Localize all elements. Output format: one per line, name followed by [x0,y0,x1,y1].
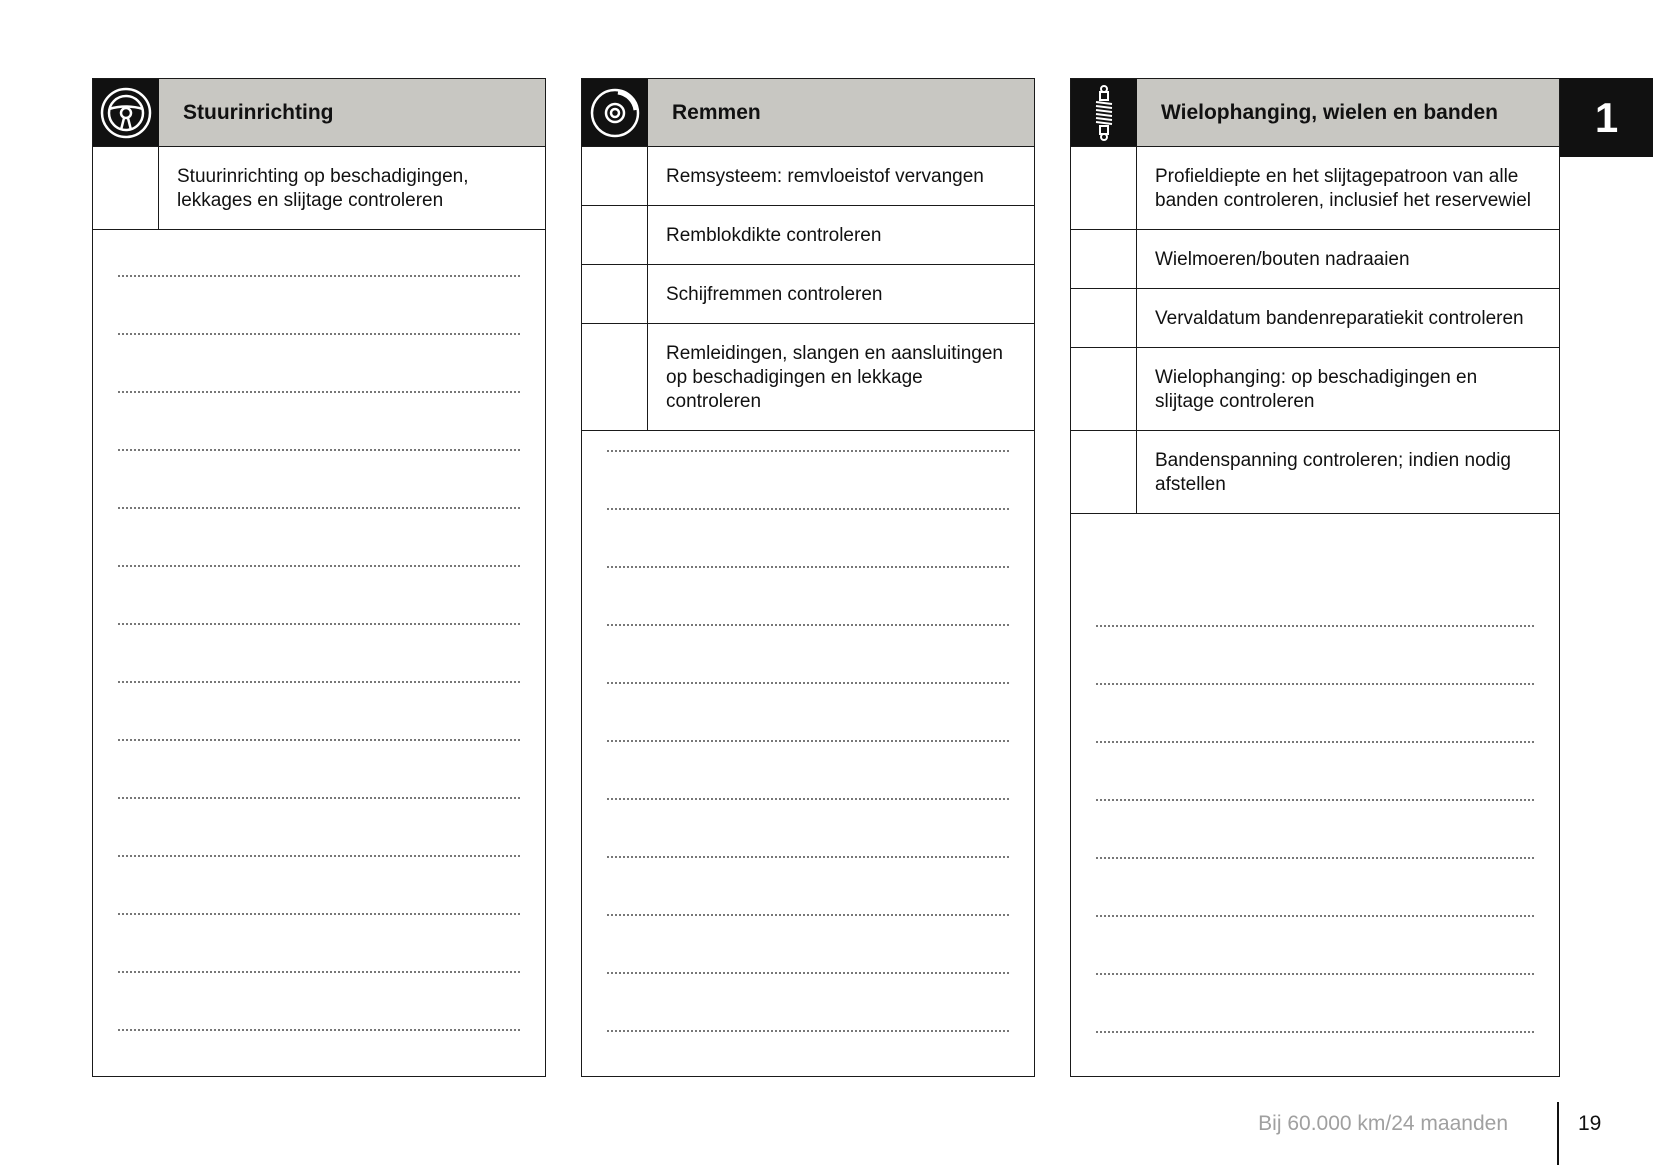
notes-lines[interactable] [1096,569,1534,1033]
checklist-item: Wielmoeren/bouten nadraaien [1155,249,1410,270]
checklist-item: Wielophanging: op beschadigingen en slijtage controleren [1155,367,1478,412]
notes-lines[interactable] [118,219,520,1031]
section-header [582,79,1034,147]
checklist-row [1071,147,1559,230]
checklist-row [582,147,1034,206]
section-title: Stuurinrichting [159,79,545,146]
checklist-item: Remleidingen, slangen en aansluitingen op beschadigingen en lekkage controleren [666,343,1003,412]
checklist-row [1071,289,1559,348]
checklist-row [93,147,545,230]
checkbox-cell[interactable] [1071,348,1137,430]
checkbox-cell[interactable] [1071,147,1137,229]
checkbox-cell[interactable] [582,265,648,323]
checklist-item: Schijfremmen controleren [666,284,883,305]
checkbox-cell[interactable] [93,147,159,229]
checklist-item: Vervaldatum bandenreparatiekit controleren [1155,308,1524,329]
checkbox-cell[interactable] [1071,431,1137,513]
page-number: 19 [1578,1112,1602,1135]
checkbox-cell[interactable] [1071,289,1137,347]
section-suspension [1070,78,1560,1077]
section-steering [92,78,546,1077]
checkbox-cell[interactable] [582,147,648,205]
section-header [93,79,545,147]
section-header [1071,79,1559,147]
checklist-item: Profieldiepte en het slijtagepatroon van alle banden controleren, inclusief het reservewiel [1155,166,1531,211]
checkbox-cell[interactable] [582,206,648,264]
checklist-row [582,206,1034,265]
checklist-row [582,265,1034,324]
section-title: Remmen [648,79,1034,146]
chapter-tab: 1 [1560,78,1653,157]
checklist-row [1071,230,1559,289]
checklist-item: Bandenspanning controleren; indien nodig afstellen [1155,450,1511,495]
shock-absorber-icon [1071,79,1137,146]
brake-disc-icon [582,79,648,146]
checklist-item: Stuurinrichting op beschadigingen, lekkages en slijtage controleren [177,166,469,211]
checklist-item: Remblokdikte controleren [666,225,882,246]
notes-lines[interactable] [607,394,1009,1032]
checklist-row [1071,431,1559,514]
checkbox-cell[interactable] [1071,230,1137,288]
footer-divider [1557,1102,1559,1165]
checklist-row [1071,348,1559,431]
section-title: Wielophanging, wielen en banden [1137,79,1559,146]
section-brakes [581,78,1035,1077]
service-interval: Bij 60.000 km/24 maanden [1258,1112,1508,1135]
checklist-item: Remsysteem: remvloeistof vervangen [666,166,984,187]
steering-wheel-icon [93,79,159,146]
